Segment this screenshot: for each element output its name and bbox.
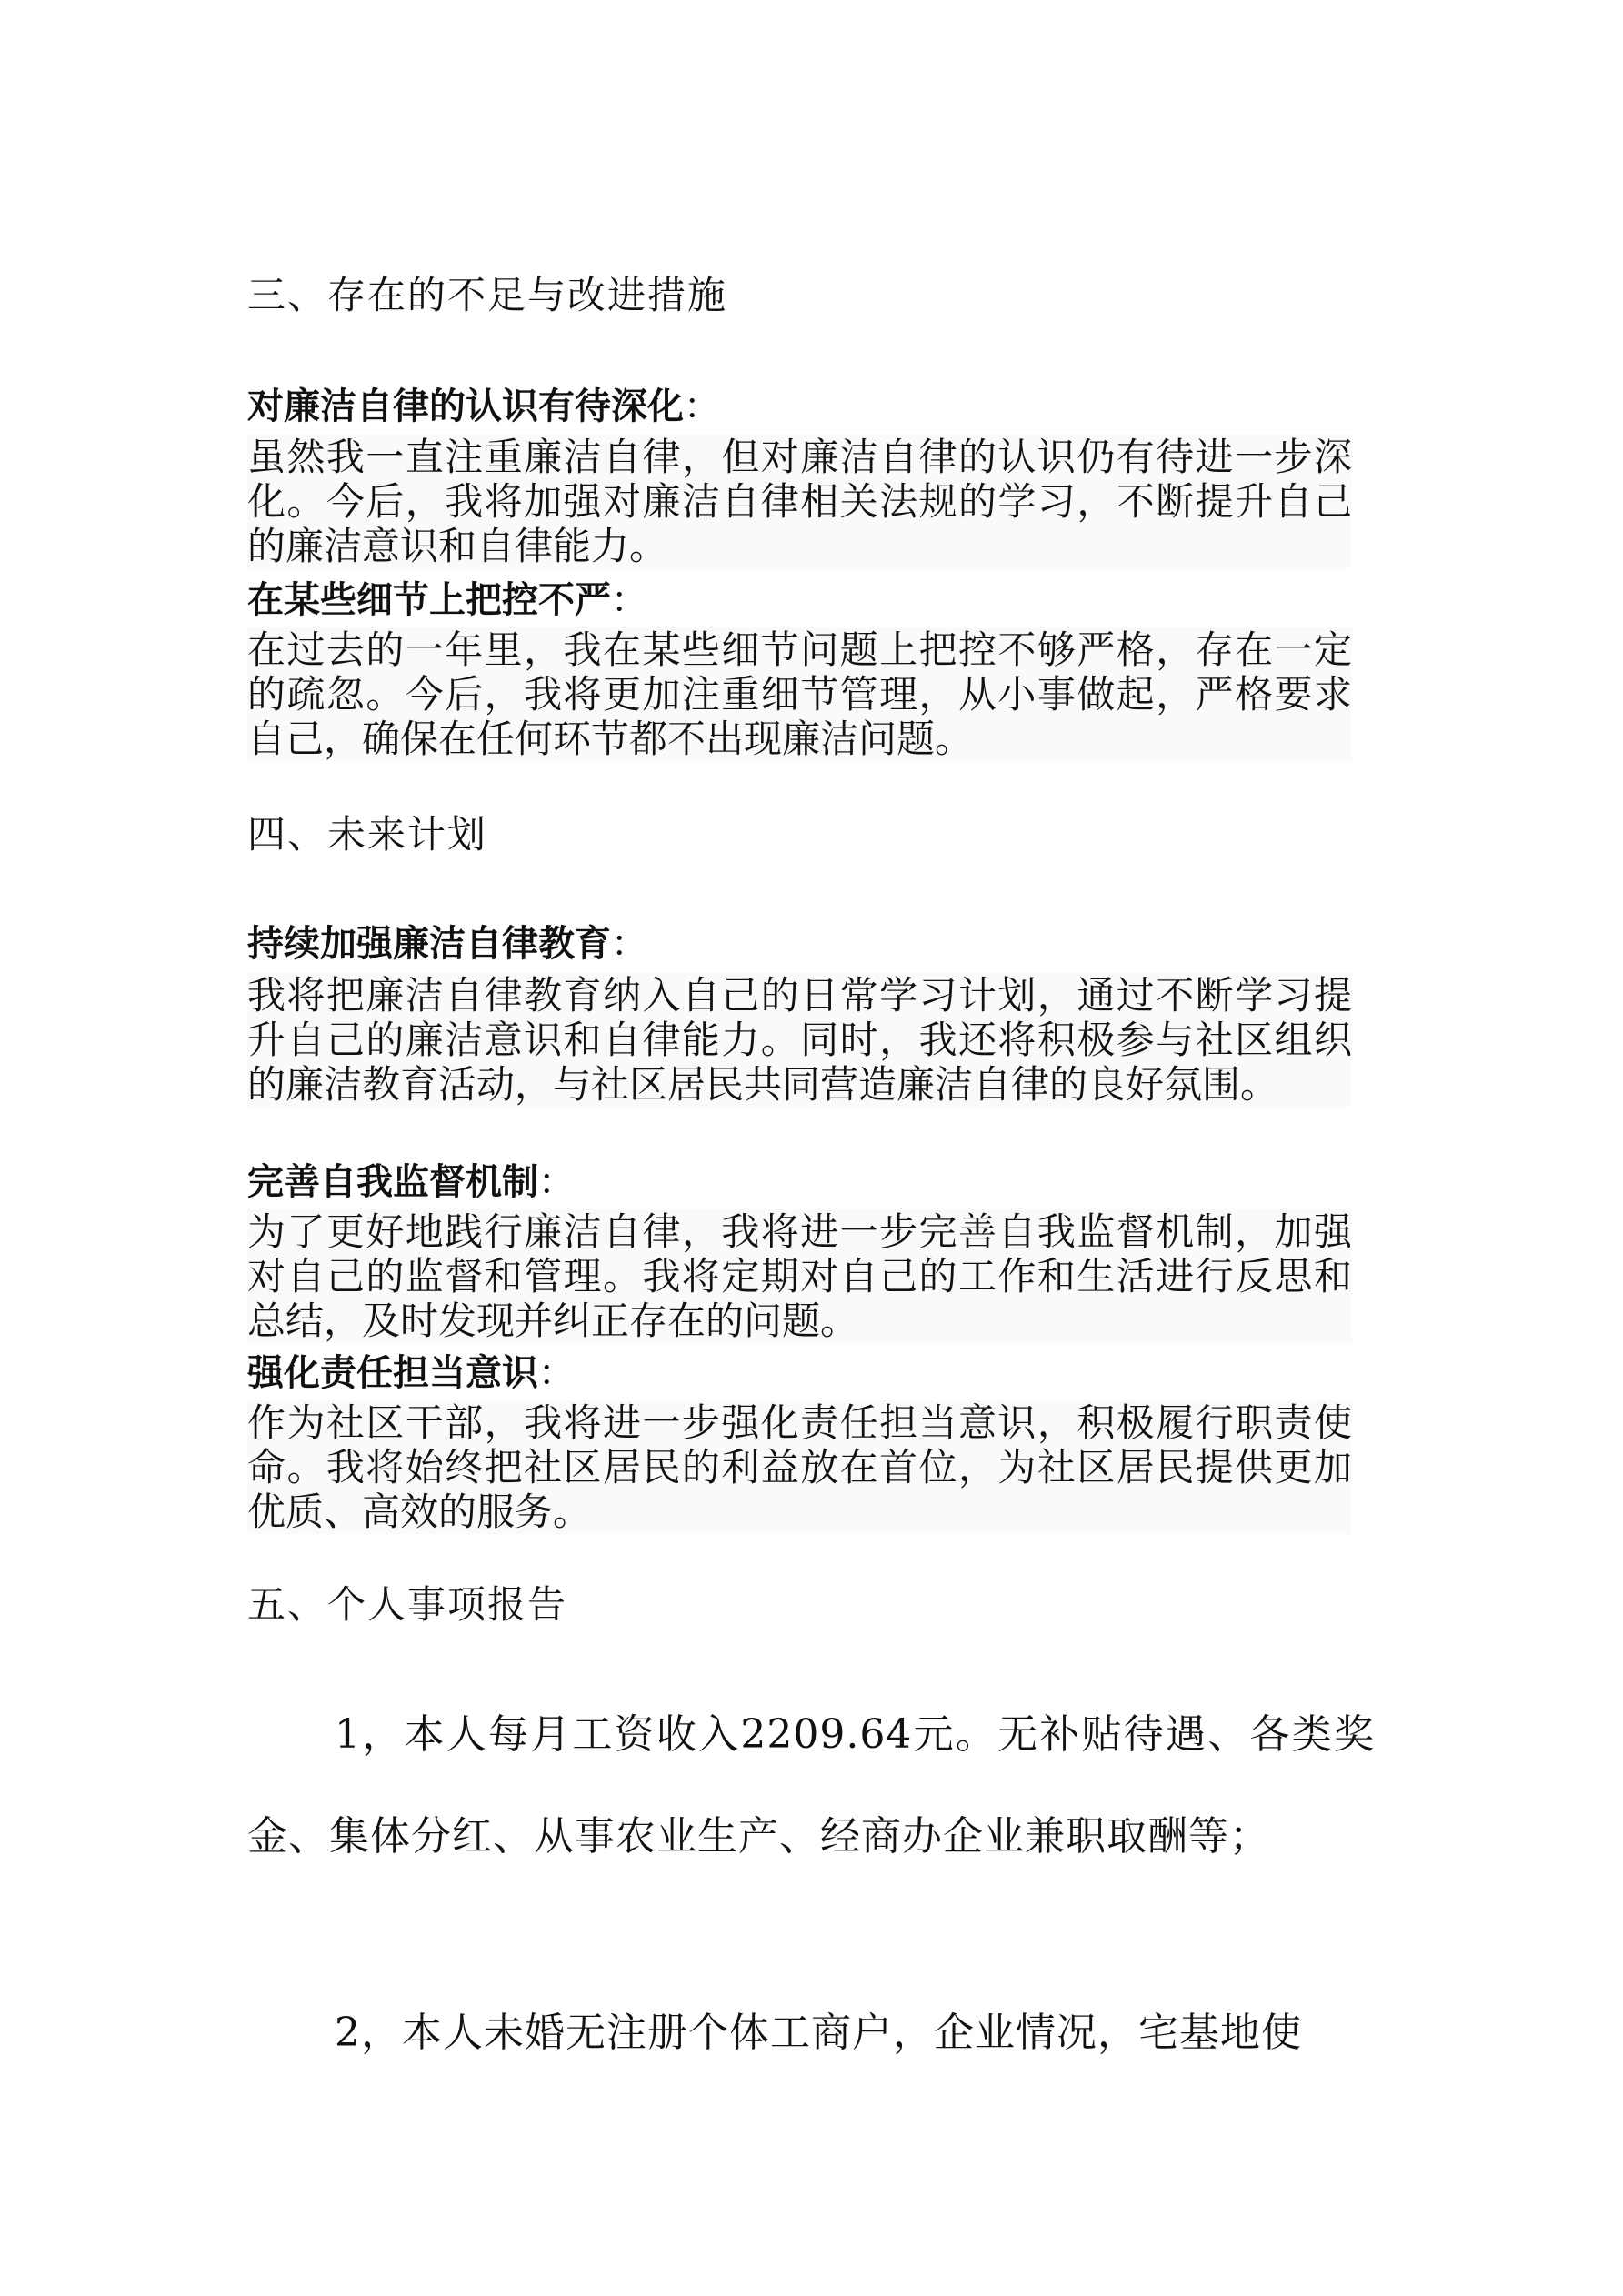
item-heading-colon: ： [684, 386, 720, 427]
section-4-item-2-heading [247, 1160, 575, 1204]
item-heading-colon: ： [611, 923, 647, 965]
section-4-item-3-heading [247, 1351, 575, 1395]
section-3-item-2-text: 在过去的一年里，我在某些细节问题上把控不够严格，存在一定的疏忽。今后，我将更加注重细节管理，从小事做起，严格要求自己，确保在任何环节都不出现廉洁问题。 [247, 627, 1352, 761]
section-4-item-1-heading [247, 922, 647, 966]
item-heading-text: 持续加强廉洁自律教育 [247, 923, 611, 965]
section-5-paragraph-1: 1，本人每月工资收入2209.64元。无补贴待遇、各类奖金、集体分红、从事农业生产、经商办企业兼职取酬等； [247, 1711, 1375, 1860]
section-4-item-3-text: 作为社区干部，我将进一步强化责任担当意识，积极履行职责使命。我将始终把社区居民的利益放在首位，为社区居民提供更加优质、高效的服务。 [247, 1400, 1352, 1534]
section-3-title: 三、存在的不足与改进措施 [247, 273, 728, 317]
item-heading-text: 完善自我监督机制 [247, 1161, 538, 1203]
section-3-item-1-text: 虽然我一直注重廉洁自律，但对廉洁自律的认识仍有待进一步深化。今后，我将加强对廉洁自律相关法规的学习，不断提升自己的廉洁意识和自律能力。 [247, 435, 1352, 568]
item-heading-colon: ： [538, 1161, 575, 1203]
section-5-title: 五、个人事项报告 [247, 1582, 568, 1627]
item-heading-text: 对廉洁自律的认识有待深化 [247, 386, 684, 427]
section-3-item-2-heading [247, 578, 647, 622]
section-4-item-1-text: 我将把廉洁自律教育纳入自己的日常学习计划，通过不断学习提升自己的廉洁意识和自律能力。同时，我还将积极参与社区组织的廉洁教育活动，与社区居民共同营造廉洁自律的良好氛围。 [247, 973, 1352, 1107]
item-heading-text: 在某些细节上把控不严 [247, 579, 611, 621]
item-heading-text: 强化责任担当意识 [247, 1352, 538, 1394]
section-4-title: 四、未来计划 [247, 812, 488, 857]
item-heading-colon: ： [538, 1352, 575, 1394]
item-heading-colon: ： [611, 579, 647, 621]
section-4-item-2-text: 为了更好地践行廉洁自律，我将进一步完善自我监督机制，加强对自己的监督和管理。我将定期对自己的工作和生活进行反思和总结，及时发现并纠正存在的问题。 [247, 1209, 1352, 1343]
section-3-item-1-heading [247, 385, 720, 428]
section-5-paragraph-2: 2，本人未婚无注册个体工商户，企业情况，宅基地使 [335, 2010, 1302, 2056]
